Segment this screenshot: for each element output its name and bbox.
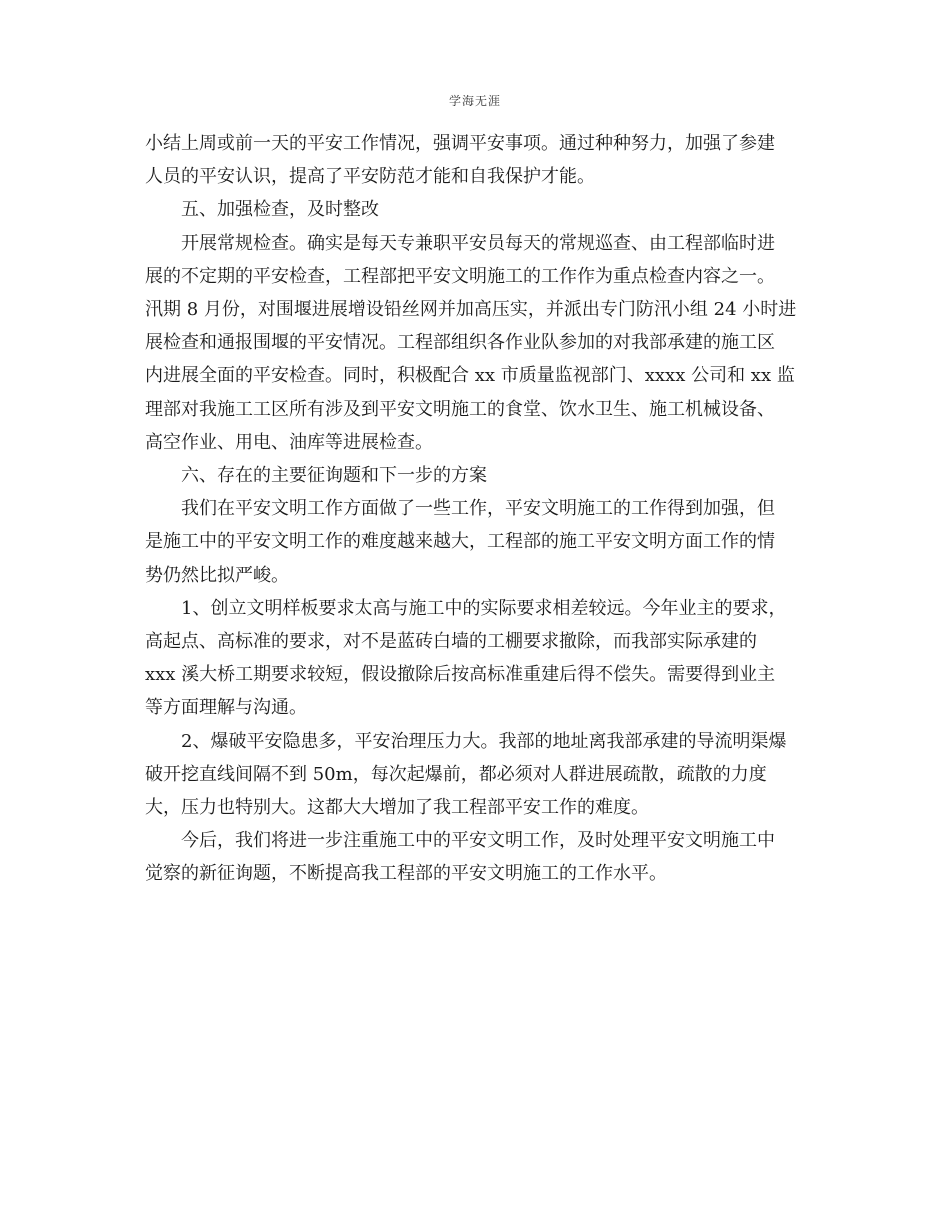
paragraph-issue-1 <box>145 592 810 725</box>
text-line: 小结上周或前一天的平安工作情况，强调平安事项。通过种种努力，加强了参建 <box>145 133 775 154</box>
paragraph-inspection <box>145 227 810 459</box>
section-heading-five <box>145 193 810 226</box>
text-line: 大，压力也特别大。这都大大增加了我工程部平安工作的难度。 <box>145 797 649 819</box>
paragraph-issue-2 <box>145 725 810 825</box>
text-line: 2、爆破平安隐患多，平安治理压力大。我部的地址离我部承建的导流明渠爆 <box>181 730 787 752</box>
paragraph-overview <box>145 492 810 592</box>
text-line: 高起点、高标准的要求，对不是蓝砖白墙的工棚要求撤除，而我部实际承建的 <box>145 631 757 653</box>
paragraph-summary <box>145 127 810 193</box>
text-line: xxx 溪大桥工期要求较短，假设撤除后按高标准重建后得不偿失。需要得到业主 <box>145 664 776 686</box>
paragraph-conclusion <box>145 824 810 890</box>
page-header-title: 学海无涯 <box>448 94 501 108</box>
text-line: 人员的平安认识，提高了平安防范才能和自我保护才能。 <box>145 166 595 188</box>
heading-text: 六、存在的主要征询题和下一步的方案 <box>181 465 487 487</box>
heading-text: 五、加强检查，及时整改 <box>181 199 379 221</box>
text-line: 汛期 8 月份，对围堰进展增设铅丝网并加高压实，并派出专门防汛小组 24 小时进 <box>145 299 797 321</box>
text-line: 展的不定期的平安检查，工程部把平安文明施工的工作作为重点检查内容之一。 <box>145 265 775 287</box>
text-line: 势仍然比拟严峻。 <box>145 564 289 586</box>
text-line: 理部对我施工工区所有涉及到平安文明施工的食堂、饮水卫生、施工机械设备、 <box>145 398 775 420</box>
text-line: 内进展全面的平安检查。同时，积极配合 xx 市质量监视部门、xxxx 公司和 xx 监 <box>145 365 795 387</box>
text-line: 破开挖直线间隔不到 50m，每次起爆前，都必须对人群进展疏散，疏散的力度 <box>145 763 767 785</box>
text-line: 1、创立文明样板要求太高与施工中的实际要求相差较远。今年业主的要求， <box>181 597 787 619</box>
text-line: 是施工中的平安文明工作的难度越来越大，工程部的施工平安文明方面工作的情 <box>145 531 775 553</box>
text-line: 开展常规检查。确实是每天专兼职平安员每天的常规巡查、由工程部临时进 <box>181 232 775 254</box>
text-line: 等方面理解与沟通。 <box>145 697 307 719</box>
text-line: 觉察的新征询题，不断提高我工程部的平安文明施工的工作水平。 <box>145 863 667 885</box>
section-heading-six <box>145 459 810 492</box>
text-line: 我们在平安文明工作方面做了一些工作，平安文明施工的工作得到加强，但 <box>181 498 775 520</box>
document-body <box>145 127 810 891</box>
text-line: 展检查和通报围堰的平安情况。工程部组织各作业队参加的对我部承建的施工区 <box>145 332 775 354</box>
text-line: 今后，我们将进一步注重施工中的平安文明工作，及时处理平安文明施工中 <box>181 830 775 852</box>
text-line: 高空作业、用电、油库等进展检查。 <box>145 431 433 453</box>
